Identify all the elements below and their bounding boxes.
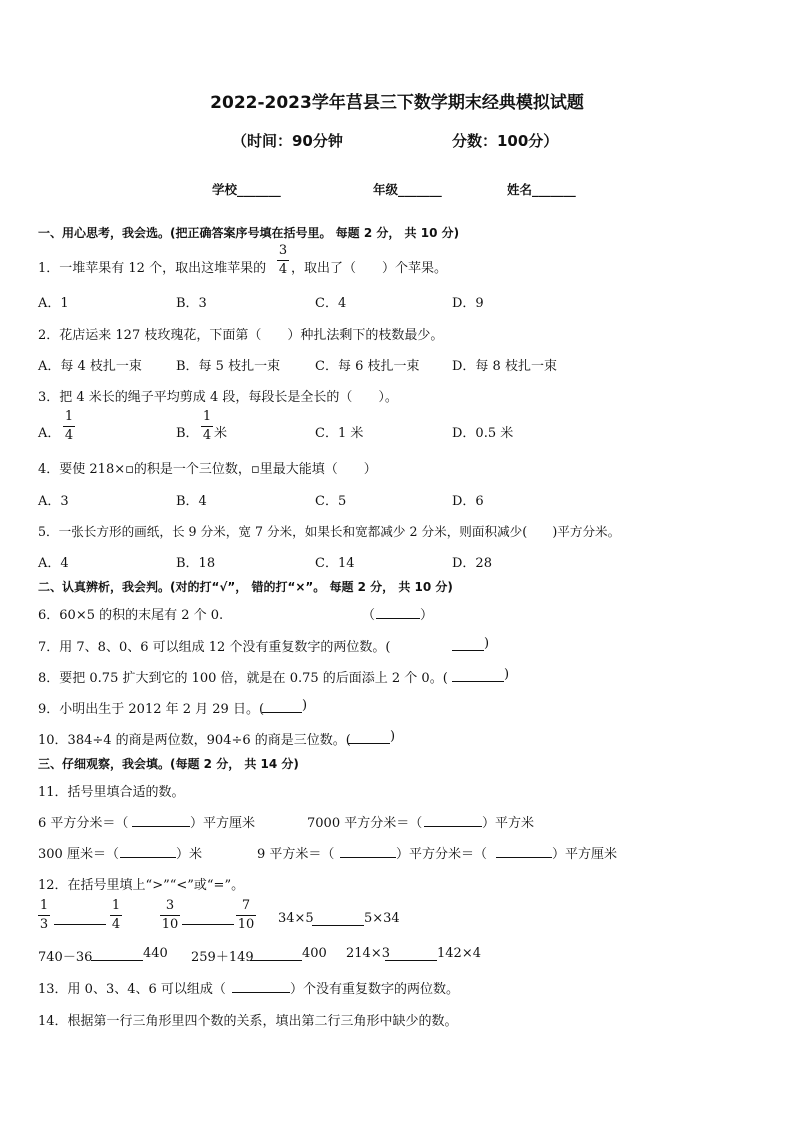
fraction-numerator: 3 bbox=[278, 243, 288, 258]
question-2-option-b: B．每 5 枝扎一束 bbox=[176, 359, 281, 374]
page-title: 2022-2023学年莒县三下数学期末经典模拟试题 bbox=[210, 93, 584, 113]
question-1-option-c: C．4 bbox=[315, 296, 347, 311]
question-11-blank-3[interactable] bbox=[120, 857, 176, 858]
exam-time: （时间：90分钟 bbox=[232, 132, 343, 150]
question-11-row2b-pre: 9 平方米＝（ bbox=[257, 847, 335, 862]
question-8-paren-right: ) bbox=[504, 667, 510, 682]
question-9-text: 9．小明出生于 2012 年 2 月 29 日。( bbox=[38, 702, 265, 717]
question-1-option-d: D．9 bbox=[452, 296, 484, 311]
question-11-row2b-mid: ）平方分米＝（ bbox=[396, 847, 488, 862]
question-11-blank-1[interactable] bbox=[132, 826, 190, 827]
question-12-fraction-3 bbox=[160, 898, 180, 933]
question-12-blank-3[interactable] bbox=[312, 925, 364, 926]
question-1-option-b: B．3 bbox=[176, 296, 207, 311]
question-12-compare-1b: 5×34 bbox=[364, 911, 400, 926]
question-12-compare-4a: 214×3 bbox=[346, 946, 390, 961]
question-10-answer-blank[interactable] bbox=[348, 743, 390, 744]
question-4-option-a: A．3 bbox=[38, 494, 69, 509]
question-12-blank-2[interactable] bbox=[182, 924, 234, 925]
question-11-blank-4[interactable] bbox=[340, 857, 396, 858]
question-6-text: 6．60×5 的积的末尾有 2 个 0. bbox=[38, 608, 224, 623]
question-9-answer-blank[interactable] bbox=[262, 712, 302, 713]
fraction-denominator: 3 bbox=[39, 917, 49, 932]
question-11-row2b-post: ）平方厘米 bbox=[552, 847, 618, 862]
question-12-compare-1a: 34×5 bbox=[278, 911, 314, 926]
question-1-option-a: A．1 bbox=[38, 296, 69, 311]
question-11-row1a-pre: 6 平方分米＝（ bbox=[38, 816, 129, 831]
question-7-paren-right: ) bbox=[484, 636, 490, 651]
question-11-blank-5[interactable] bbox=[496, 857, 552, 858]
question-4-option-b: B．4 bbox=[176, 494, 207, 509]
question-3-text: 3．把 4 米长的绳子平均剪成 4 段，每段长是全长的（ ）。 bbox=[38, 390, 398, 405]
question-11-row2a-post: ）米 bbox=[176, 847, 203, 862]
question-12-compare-2a: 740－36 bbox=[38, 950, 93, 965]
fraction-numerator: 1 bbox=[39, 898, 49, 913]
fraction-numerator: 3 bbox=[165, 898, 175, 913]
question-10-text: 10．384÷4 的商是两位数，904÷6 的商是三位数。( bbox=[38, 733, 351, 748]
fraction-bar bbox=[277, 260, 289, 261]
fraction-denominator: 4 bbox=[202, 428, 212, 443]
question-4-text: 4．要使 218×▫的积是一个三位数，▫里最大能填（ ） bbox=[38, 462, 377, 477]
fraction-numerator: 1 bbox=[64, 409, 74, 424]
fraction-bar bbox=[110, 915, 122, 916]
question-3-option-c: C．1 米 bbox=[315, 426, 364, 441]
fraction-bar bbox=[160, 915, 180, 916]
fraction-denominator: 4 bbox=[278, 262, 288, 277]
question-5-option-a: A．4 bbox=[38, 556, 69, 571]
question-1-text-b: ，取出了（ ）个苹果。 bbox=[291, 261, 448, 276]
question-5-option-b: B．18 bbox=[176, 556, 216, 571]
question-13-text-a: 13．用 0、3、4、6 可以组成（ bbox=[38, 982, 226, 997]
question-5-option-d: D．28 bbox=[452, 556, 492, 571]
fraction-bar bbox=[63, 426, 75, 427]
section-3-heading: 三、仔细观察，我会填。(每题 2 分， 共 14 分) bbox=[38, 757, 299, 771]
question-3-option-b-suffix: 米 bbox=[214, 426, 228, 441]
question-7-answer-blank[interactable] bbox=[452, 650, 484, 651]
fraction-denominator: 10 bbox=[237, 917, 255, 932]
fraction-numerator: 1 bbox=[202, 409, 212, 424]
question-3-option-b-fraction bbox=[201, 409, 213, 444]
question-12-blank-1[interactable] bbox=[54, 924, 106, 925]
question-2-option-c: C．每 6 枝扎一束 bbox=[315, 359, 420, 374]
question-10-paren-right: ) bbox=[390, 729, 396, 744]
fraction-denominator: 4 bbox=[111, 917, 121, 932]
question-6-answer-blank[interactable] bbox=[376, 618, 420, 619]
fraction-bar bbox=[236, 915, 256, 916]
question-5-option-c: C．14 bbox=[315, 556, 355, 571]
question-4-option-c: C．5 bbox=[315, 494, 347, 509]
question-6-paren-left: （ bbox=[362, 608, 376, 623]
question-12-fraction-4 bbox=[236, 898, 256, 933]
question-12-blank-6[interactable] bbox=[385, 960, 437, 961]
question-2-text: 2．花店运来 127 枝玫瑰花，下面第（ ）种扎法剩下的枝数最少。 bbox=[38, 328, 444, 343]
question-14-text: 14．根据第一行三角形里四个数的关系，填出第二行三角形中缺少的数。 bbox=[38, 1014, 458, 1029]
question-12-text: 12．在括号里填上“>”“<”或“=”。 bbox=[38, 878, 245, 893]
question-7-text: 7．用 7、8、0、6 可以组成 12 个没有重复数字的两位数。( bbox=[38, 640, 391, 655]
question-11-blank-2[interactable] bbox=[424, 826, 482, 827]
question-11-row1a-post: ）平方厘米 bbox=[190, 816, 256, 831]
question-2-option-d: D．每 8 枝扎一束 bbox=[452, 359, 557, 374]
question-3-option-d: D．0.5 米 bbox=[452, 426, 514, 441]
question-13-text-b: ）个没有重复数字的两位数。 bbox=[290, 982, 460, 997]
question-12-blank-4[interactable] bbox=[91, 960, 143, 961]
fraction-numerator: 1 bbox=[111, 898, 121, 913]
question-9-paren-right: ) bbox=[302, 698, 308, 713]
question-3-option-a-fraction bbox=[63, 409, 75, 444]
question-11-row1b-post: ）平方米 bbox=[482, 816, 535, 831]
question-12-fraction-1 bbox=[38, 898, 50, 933]
fraction-bar bbox=[38, 915, 50, 916]
section-2-heading: 二、认真辨析，我会判。(对的打“√”， 错的打“×”。 每题 2 分， 共 10 分) bbox=[38, 580, 453, 594]
fraction-bar bbox=[201, 426, 213, 427]
question-11-text: 11．括号里填合适的数。 bbox=[38, 785, 185, 800]
question-3-option-b-prefix: B． bbox=[176, 426, 199, 441]
school-field: 学校_______ bbox=[212, 182, 281, 197]
question-3-option-a-prefix: A． bbox=[38, 426, 61, 441]
question-12-compare-3a: 259＋149 bbox=[191, 950, 254, 965]
fraction-numerator: 7 bbox=[241, 898, 251, 913]
fraction-denominator: 4 bbox=[64, 428, 74, 443]
section-1-heading: 一、用心思考，我会选。(把正确答案序号填在括号里。 每题 2 分， 共 10 分) bbox=[38, 226, 460, 240]
fraction-denominator: 10 bbox=[161, 917, 179, 932]
question-8-text: 8．要把 0.75 扩大到它的 100 倍，就是在 0.75 的后面添上 2 个 0。( bbox=[38, 671, 448, 686]
question-12-compare-4b: 142×4 bbox=[437, 946, 481, 961]
question-4-option-d: D．6 bbox=[452, 494, 484, 509]
question-11-row2a-pre: 300 厘米＝（ bbox=[38, 847, 119, 862]
question-2-option-a: A．每 4 枝扎一束 bbox=[38, 359, 142, 374]
question-11-row1b-pre: 7000 平方分米＝（ bbox=[307, 816, 423, 831]
question-8-answer-blank[interactable] bbox=[452, 681, 504, 682]
exam-score: 分数：100分） bbox=[452, 132, 559, 150]
name-field: 姓名_______ bbox=[507, 182, 576, 197]
question-12-fraction-2 bbox=[110, 898, 122, 933]
question-12-compare-3b: 400 bbox=[302, 946, 327, 961]
question-1-text-a: 1．一堆苹果有 12 个，取出这堆苹果的 bbox=[38, 261, 267, 276]
question-1-fraction bbox=[277, 243, 289, 278]
grade-field: 年级_______ bbox=[373, 182, 442, 197]
question-12-compare-2b: 440 bbox=[143, 946, 168, 961]
question-6-paren-right: ） bbox=[420, 608, 434, 623]
question-12-blank-5[interactable] bbox=[250, 960, 302, 961]
question-13-answer-blank[interactable] bbox=[232, 992, 290, 993]
question-5-text: 5．一张长方形的画纸，长 9 分米，宽 7 分米，如果长和宽都减少 2 分米，则面积减少( )平方分米。 bbox=[38, 524, 621, 539]
